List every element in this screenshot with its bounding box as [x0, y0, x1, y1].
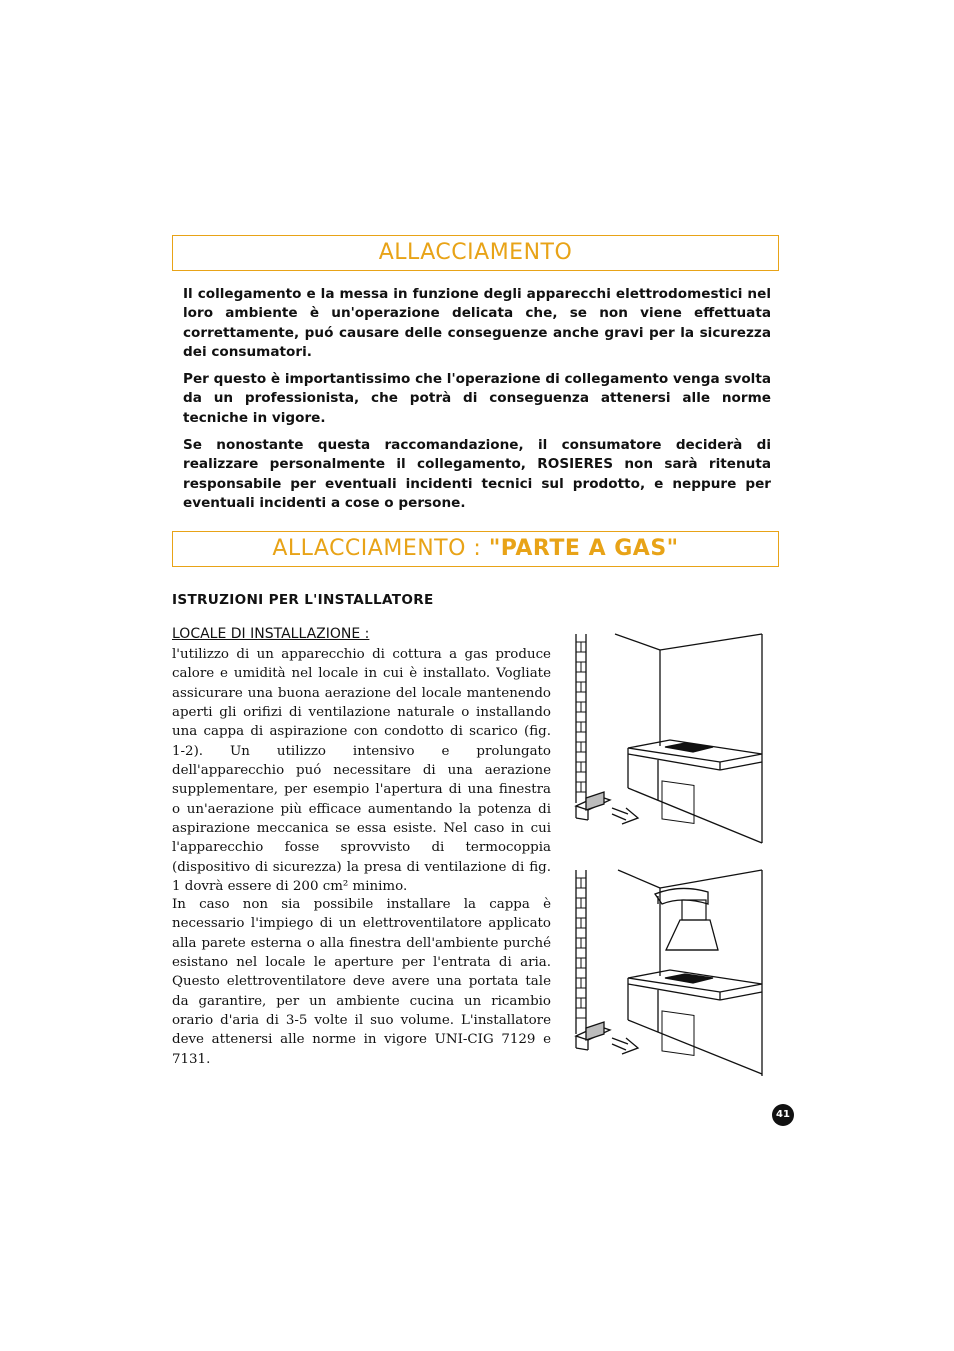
vent-opening [576, 1022, 610, 1050]
airflow-arrow-icon [612, 1038, 638, 1054]
airflow-arrow-icon [612, 808, 638, 824]
warning-paragraph: Se nonostante questa raccomandazione, il consumatore deciderà di realizzare personalmente il collegamento, ROSIERES non sarà ritenuta responsabile per eventuali incidenti tecnici sul prodotto, e neppure per eventuali incidenti a cose o persone. [183, 437, 771, 511]
page-number: 41 [772, 1104, 794, 1126]
section-title-prefix: ALLACCIAMENTO : [272, 536, 489, 561]
cabinet [628, 760, 762, 843]
section-title-gas [172, 531, 779, 567]
section-title-text: ALLACCIAMENTO [378, 240, 573, 265]
installer-instructions-heading: ISTRUZIONI PER L'INSTALLATORE [172, 592, 434, 608]
cabinet [628, 990, 762, 1074]
section-title-emphasis: "PARTE A GAS" [488, 536, 679, 561]
brick-wall [576, 870, 586, 1034]
warning-paragraph: Il collegamento e la messa in funzione degli apparecchi elettrodomestici nel loro ambiente è un'operazione delicata che, se non viene effettuata correttamente, puó causare delle conseguenze anche gravi per la sicurezza dei consumatori. [183, 286, 771, 360]
section-title-allacciamento [172, 235, 779, 271]
kitchen-hood-illustration [570, 864, 770, 1082]
body-paragraph: In caso non sia possibile installare la cappa è necessario l'impiego di un elettroventilatore applicato alla parete esterna o alla finestra dell'ambiente purché esistano nel locale le aperture per l'entrata di aria. Questo elettroventilatore deve avere una portata tale da garantire, per un ambiente cucina un ricambio orario d'aria di 3-5 volte il suo volume. L'installatore deve attenersi alle norme in vigore UNI-CIG 7129 e 7131. [172, 897, 551, 1067]
vent-opening [576, 792, 610, 820]
extractor-hood [655, 888, 718, 950]
hob-icon [665, 743, 713, 752]
body-paragraph: l'utilizzo di un apparecchio di cottura a gas produce calore e umidità nel locale in cui è installato. Vogliate assicurare una buona aerazione del locale mantenendo aperti gli orifizi di ventilazione naturale o installando una cappa di aspirazione con condotto di scarico (fig. 1-2). Un utilizzo intensivo e prolungato dell'apparecchio puó necessitare di una aerazione supplementare, per esempio l'apertura di una finestra o un'aerazione più efficace aumentando la potenza di aspirazione meccanica se essa esiste. Nel caso in cui l'apparecchio fosse sprovvisto di termocoppia (dispositivo di sicurezza) la presa di ventilazione di fig. 1 dovrà essere di 200 cm² minimo. [172, 647, 551, 895]
kitchen-ventilation-illustration [570, 628, 770, 850]
brick-wall [576, 634, 586, 803]
warning-paragraph: Per questo è importantissimo che l'operazione di collegamento venga svolta da un professionista, che potrà di conseguenza attenersi alle norme tecniche in vigore. [183, 371, 771, 426]
installation-room-label: LOCALE DI INSTALLAZIONE : [172, 626, 370, 642]
